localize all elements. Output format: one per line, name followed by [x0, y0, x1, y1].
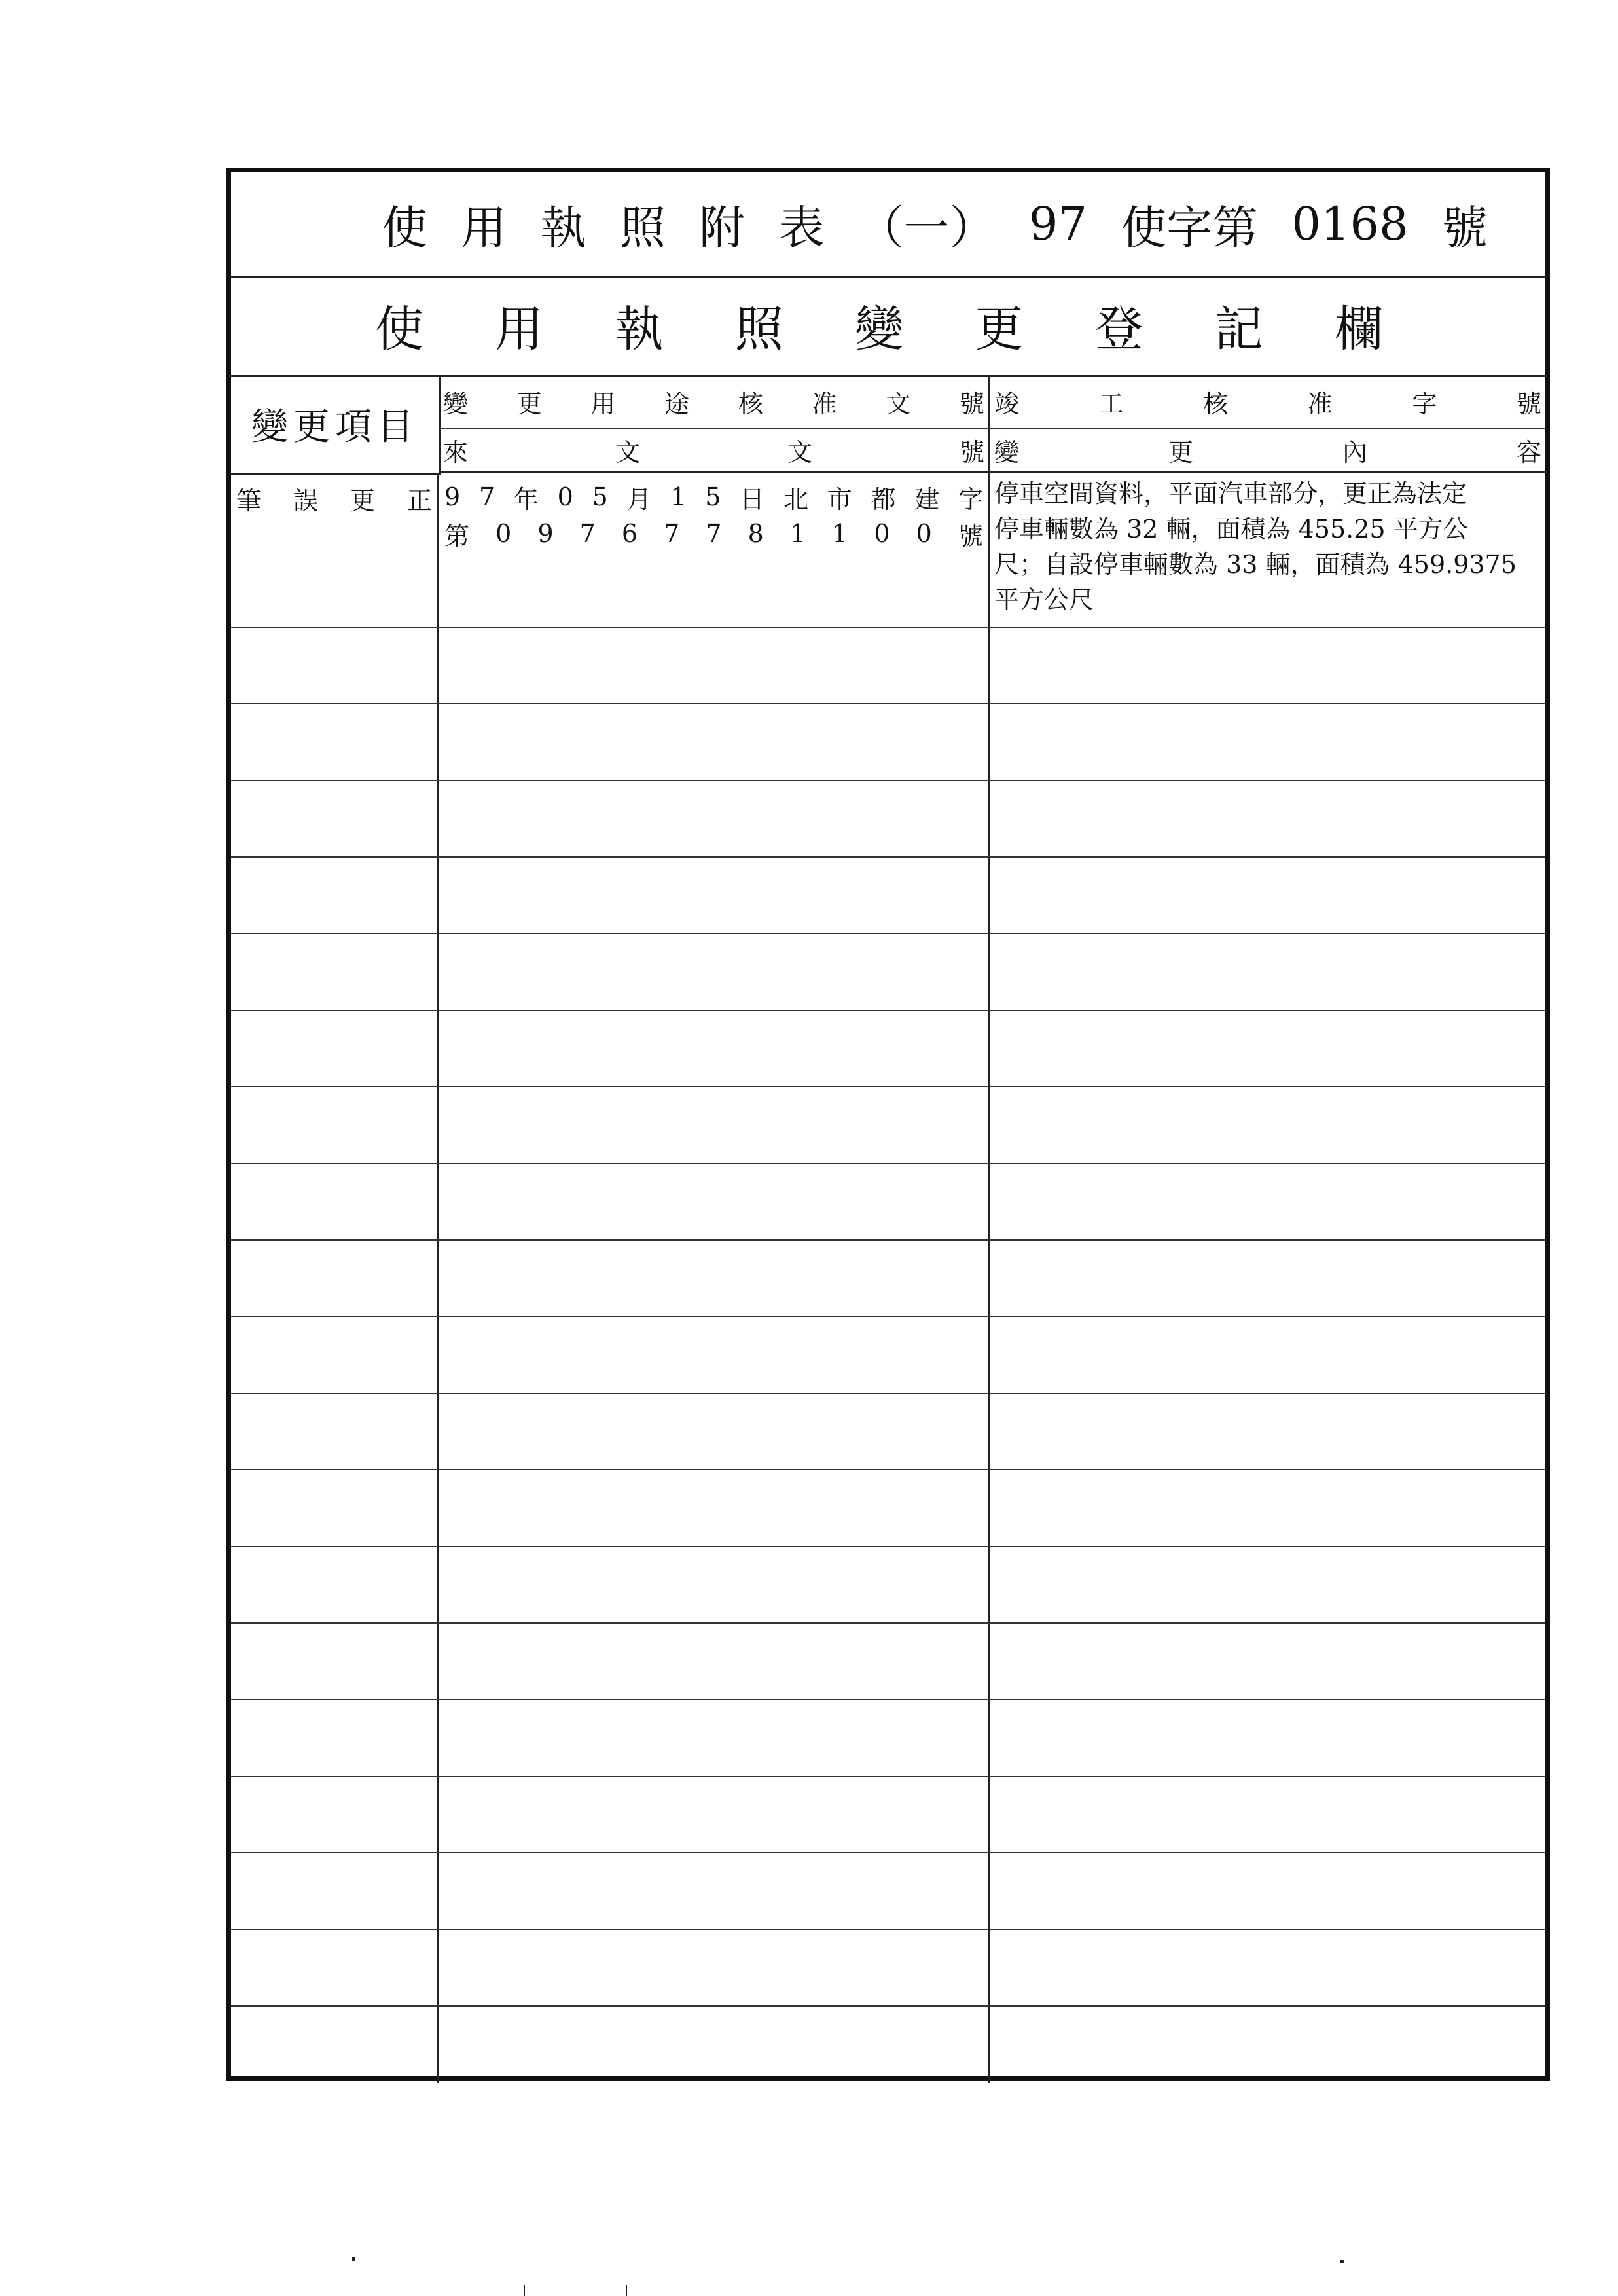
- content-line: 尺；自設停車輛數為 33 輛，面積為 459.9375: [994, 550, 1517, 579]
- header-char: 核: [1203, 389, 1229, 418]
- subtitle-char: 登: [1094, 301, 1143, 357]
- doc-char: 第: [444, 521, 470, 551]
- table-cell: [990, 1317, 1545, 1393]
- doc-char: 號: [958, 521, 983, 551]
- table-cell: [990, 1624, 1545, 1699]
- header-char: 字: [1412, 389, 1437, 418]
- table-cell: [990, 2007, 1545, 2083]
- table-cell: [990, 1470, 1545, 1546]
- table-row: [231, 1853, 1545, 1930]
- table-cell: [439, 1930, 990, 2005]
- form-subtitle-text: [375, 291, 1383, 360]
- doc-char: 字: [958, 484, 983, 514]
- header-char: 號: [959, 389, 984, 418]
- table-cell: [231, 1547, 439, 1622]
- table-cell: [231, 2007, 439, 2083]
- scan-speck: [626, 2285, 627, 2296]
- doc-char: 1: [789, 519, 806, 548]
- title-char: 0168: [1291, 197, 1409, 251]
- change-content-header: [990, 429, 1545, 473]
- form-title: [231, 172, 1545, 278]
- subtitle-char: 記: [1214, 301, 1263, 357]
- table-row: [231, 934, 1545, 1011]
- header-char: 更: [516, 389, 542, 418]
- table-cell: [990, 858, 1545, 933]
- table-cell: [439, 628, 990, 703]
- table-cell: [231, 628, 439, 703]
- table-cell: [990, 628, 1545, 703]
- header-char: 號: [959, 438, 984, 467]
- table-cell: [990, 1853, 1545, 1929]
- doc-char: 9: [444, 483, 461, 511]
- table-row: [231, 1700, 1545, 1777]
- doc-char: 1: [670, 483, 687, 511]
- doc-char: 建: [914, 484, 940, 514]
- doc-char: 年: [513, 484, 539, 514]
- registration-form-frame: [226, 168, 1550, 2081]
- table-cell: [990, 1930, 1545, 2005]
- header-char: 途: [664, 389, 690, 418]
- content-line: 停車輛數為 32 輛，面積為 455.25 平方公: [994, 515, 1468, 543]
- item-char: 正: [406, 486, 432, 515]
- subtitle-char: 變: [855, 301, 903, 357]
- doc-char: 9: [537, 519, 554, 548]
- table-row: [231, 781, 1545, 858]
- table-cell: [439, 934, 990, 1010]
- header-char: 變: [443, 389, 469, 418]
- title-char: 執: [540, 200, 586, 255]
- subtitle-char: 用: [495, 301, 544, 357]
- header-char: 核: [738, 389, 763, 418]
- scan-speck: [524, 2285, 525, 2296]
- table-cell: [990, 704, 1545, 780]
- approval-doc-header: [439, 375, 990, 429]
- table-row: [231, 1394, 1545, 1470]
- doc-char: 6: [621, 519, 638, 548]
- entry-doc-number: [439, 473, 990, 628]
- table-row: [231, 1777, 1545, 1853]
- table-cell: [990, 1777, 1545, 1852]
- table-cell: [231, 1317, 439, 1393]
- table-cell: [990, 1164, 1545, 1239]
- table-cell: [990, 1547, 1545, 1622]
- completion-approval-header: [990, 375, 1545, 429]
- incoming-doc-header: [439, 429, 990, 473]
- table-row: [231, 1930, 1545, 2007]
- doc-char: 8: [747, 519, 764, 548]
- doc-char: 市: [827, 484, 852, 514]
- subtitle-char: 執: [615, 301, 664, 357]
- table-row: [231, 704, 1545, 781]
- table-cell: [990, 934, 1545, 1010]
- table-cell: [231, 1470, 439, 1546]
- table-cell: [439, 1164, 990, 1239]
- header-char: 號: [1516, 389, 1541, 418]
- table-row: [231, 858, 1545, 934]
- title-char: 附: [699, 200, 746, 255]
- doc-char: 都: [871, 484, 896, 514]
- subtitle-char: 更: [975, 301, 1024, 357]
- header-char: 容: [1516, 438, 1541, 467]
- table-cell: [231, 858, 439, 933]
- doc-char: 月: [626, 484, 652, 514]
- form-title-text: [382, 191, 1488, 257]
- table-cell: [439, 1241, 990, 1316]
- change-item-header: 變更項目: [231, 375, 441, 475]
- header-char: 用: [590, 389, 616, 418]
- table-row: [231, 1087, 1545, 1164]
- table-cell: [990, 781, 1545, 856]
- header-char: 工: [1098, 389, 1124, 418]
- doc-char: 5: [705, 483, 721, 511]
- table-row: [231, 1624, 1545, 1700]
- table-cell: [439, 1087, 990, 1163]
- title-char: 使: [382, 200, 427, 255]
- title-char: 照: [619, 200, 666, 255]
- table-cell: [231, 1011, 439, 1086]
- subtitle-char: 使: [375, 301, 423, 357]
- header-char: 准: [1307, 389, 1333, 418]
- header-char: 更: [1168, 438, 1193, 467]
- title-char: 使字第: [1121, 200, 1259, 255]
- doc-char: 日: [740, 484, 765, 514]
- table-cell: [439, 2007, 990, 2083]
- empty-rows: [231, 628, 1545, 2083]
- table-cell: [439, 1853, 990, 1929]
- title-char: 用: [461, 200, 507, 255]
- doc-char: 1: [832, 519, 848, 548]
- item-char: 更: [350, 486, 375, 515]
- doc-char: 7: [478, 483, 495, 511]
- table-cell: [231, 781, 439, 856]
- table-row: [231, 628, 1545, 704]
- table-row: [231, 1011, 1545, 1087]
- entry-change-content: [990, 473, 1545, 628]
- table-cell: [439, 858, 990, 933]
- header-char: 文: [615, 438, 640, 467]
- table-cell: [231, 1700, 439, 1776]
- content-line: 平方公尺: [994, 585, 1094, 614]
- table-cell: [990, 1394, 1545, 1469]
- table-cell: [231, 704, 439, 780]
- doc-char: 7: [579, 519, 596, 548]
- table-cell: [231, 1777, 439, 1852]
- table-cell: [990, 1700, 1545, 1776]
- table-cell: [231, 1164, 439, 1239]
- table-cell: [439, 1470, 990, 1546]
- table-cell: [439, 1317, 990, 1393]
- title-char: 97: [1028, 197, 1087, 251]
- scan-speck: [1340, 2260, 1344, 2263]
- doc-char: 0: [916, 519, 932, 548]
- table-cell: [990, 1087, 1545, 1163]
- table-cell: [231, 934, 439, 1010]
- header-char: 竣: [994, 389, 1020, 418]
- table-cell: [231, 1853, 439, 1929]
- doc-char: 0: [557, 483, 573, 511]
- table-row: [231, 1547, 1545, 1624]
- doc-char: 北: [783, 484, 808, 514]
- header-char: 變: [994, 438, 1020, 467]
- table-cell: [990, 1011, 1545, 1086]
- table-cell: [439, 1700, 990, 1776]
- table-row: [231, 2007, 1545, 2083]
- table-row: [231, 1317, 1545, 1394]
- header-char: 內: [1342, 438, 1367, 467]
- title-char: （一）: [857, 200, 996, 255]
- table-cell: [439, 1394, 990, 1469]
- title-char: 號: [1441, 200, 1488, 255]
- item-char: 筆: [236, 486, 262, 515]
- header-char: 來: [443, 438, 469, 467]
- table-cell: [439, 1547, 990, 1622]
- table-row: [231, 1164, 1545, 1241]
- header-char: 文: [886, 389, 911, 418]
- subtitle-char: 欄: [1335, 301, 1383, 357]
- subtitle-char: 照: [734, 301, 783, 357]
- table-cell: [990, 1241, 1545, 1316]
- table-cell: [439, 1777, 990, 1852]
- header-char: 文: [787, 438, 812, 467]
- form-subtitle: [231, 276, 1545, 377]
- doc-char: 7: [706, 519, 722, 548]
- doc-char: 7: [664, 519, 680, 548]
- doc-char: 5: [592, 483, 608, 511]
- doc-char: 0: [495, 519, 512, 548]
- table-cell: [231, 1394, 439, 1469]
- content-line: 停車空間資料，平面汽車部分，更正為法定: [994, 479, 1467, 508]
- table-cell: [439, 704, 990, 780]
- table-cell: [231, 1241, 439, 1316]
- table-row: [231, 1241, 1545, 1317]
- table-cell: [439, 781, 990, 856]
- table-cell: [231, 1087, 439, 1163]
- table-cell: [231, 1624, 439, 1699]
- table-cell: [231, 1930, 439, 2005]
- table-row: [231, 1470, 1545, 1547]
- doc-char: 0: [874, 519, 890, 548]
- entry-change-item: [231, 473, 439, 628]
- table-cell: [439, 1011, 990, 1086]
- scan-speck: [352, 2257, 355, 2261]
- title-char: 表: [778, 200, 825, 255]
- header-char: 准: [812, 389, 837, 418]
- table-cell: [439, 1624, 990, 1699]
- item-char: 誤: [293, 486, 318, 515]
